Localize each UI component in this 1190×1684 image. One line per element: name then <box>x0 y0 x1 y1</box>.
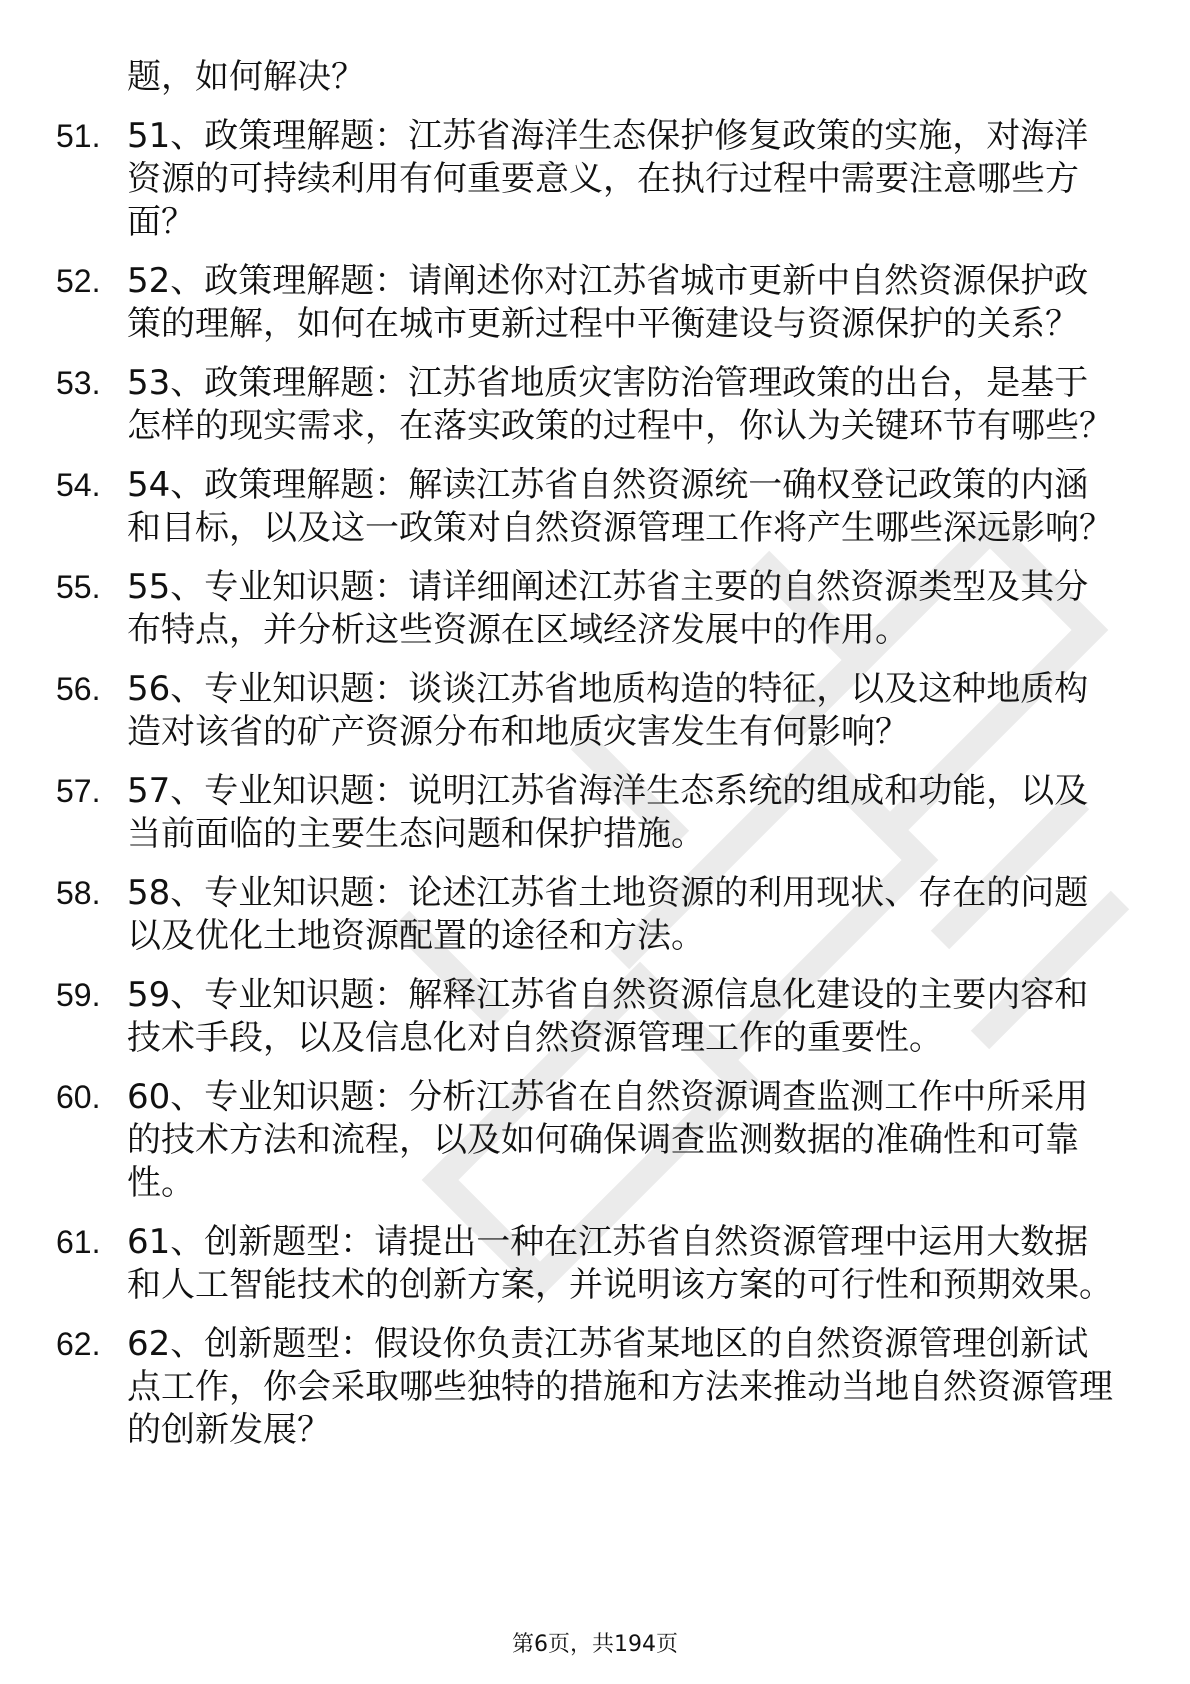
question-text: 59、专业知识题：解释江苏省自然资源信息化建设的主要内容和技术手段，以及信息化对自然资源管理工作的重要性。 <box>127 975 1089 1058</box>
list-number: 52. <box>56 263 101 299</box>
list-item <box>56 362 1117 448</box>
question-text: 51、政策理解题：江苏省海洋生态保护修复政策的实施，对海洋资源的可持续利用有何重要意义，在执行过程中需要注意哪些方面？ <box>127 116 1089 242</box>
list-item <box>56 1323 1117 1452</box>
list-number: 61. <box>56 1224 101 1260</box>
page-footer: 第6页，共194页 <box>512 1632 678 1657</box>
list-number: 54. <box>56 467 101 503</box>
question-list <box>56 115 1117 1452</box>
question-text: 60、专业知识题：分析江苏省在自然资源调查监测工作中所采用的技术方法和流程，以及如何确保调查监测数据的准确性和可靠性。 <box>127 1077 1089 1203</box>
list-number: 53. <box>56 365 101 401</box>
list-item <box>56 1076 1117 1205</box>
list-number: 56. <box>56 671 101 707</box>
question-text: 55、专业知识题：请详细阐述江苏省主要的自然资源类型及其分布特点，并分析这些资源在区域经济发展中的作用。 <box>127 567 1089 650</box>
list-item <box>56 974 1117 1060</box>
question-text: 57、专业知识题：说明江苏省海洋生态系统的组成和功能，以及当前面临的主要生态问题和保护措施。 <box>127 771 1089 854</box>
question-text: 53、政策理解题：江苏省地质灾害防治管理政策的出台，是基于怎样的现实需求，在落实政策的过程中，你认为关键环节有哪些？ <box>127 363 1113 446</box>
question-text: 61、创新题型：请提出一种在江苏省自然资源管理中运用大数据和人工智能技术的创新方案，并说明该方案的可行性和预期效果。 <box>127 1222 1113 1305</box>
list-item <box>56 668 1117 754</box>
list-number: 60. <box>56 1079 101 1115</box>
list-number: 51. <box>56 118 101 154</box>
question-text: 58、专业知识题：论述江苏省土地资源的利用现状、存在的问题以及优化土地资源配置的途径和方法。 <box>127 873 1089 956</box>
list-number: 58. <box>56 875 101 911</box>
list-item <box>56 1221 1117 1307</box>
list-item <box>56 260 1117 346</box>
continuation-text: 题，如何解决？ <box>127 57 365 97</box>
list-item <box>56 464 1117 550</box>
list-item <box>56 770 1117 856</box>
list-number: 57. <box>56 773 101 809</box>
question-list-container <box>56 56 1117 1452</box>
question-text: 52、政策理解题：请阐述你对江苏省城市更新中自然资源保护政策的理解，如何在城市更新过程中平衡建设与资源保护的关系？ <box>127 261 1089 344</box>
list-item <box>56 115 1117 244</box>
list-item <box>56 566 1117 652</box>
question-text: 54、政策理解题：解读江苏省自然资源统一确权登记政策的内涵和目标，以及这一政策对自然资源管理工作将产生哪些深远影响？ <box>127 465 1113 548</box>
list-number: 59. <box>56 977 101 1013</box>
question-text: 56、专业知识题：谈谈江苏省地质构造的特征，以及这种地质构造对该省的矿产资源分布和地质灾害发生有何影响？ <box>127 669 1089 752</box>
list-item <box>56 872 1117 958</box>
question-text: 62、创新题型：假设你负责江苏省某地区的自然资源管理创新试点工作，你会采取哪些独特的措施和方法来推动当地自然资源管理的创新发展？ <box>127 1324 1113 1450</box>
list-number: 62. <box>56 1326 101 1362</box>
list-number: 55. <box>56 569 101 605</box>
